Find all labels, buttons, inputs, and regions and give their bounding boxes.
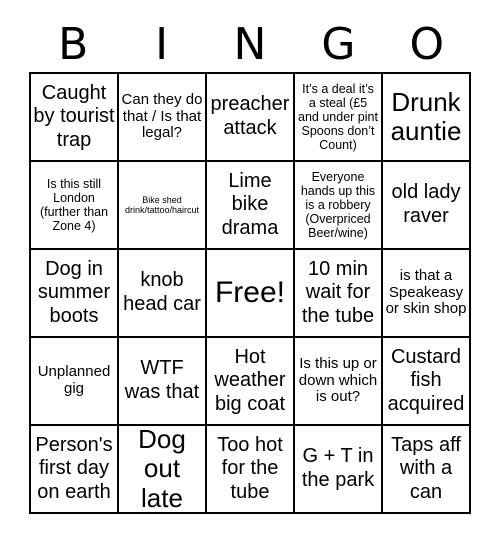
bingo-cell[interactable] bbox=[30, 161, 118, 249]
bingo-cell-text: Unplanned gig bbox=[37, 363, 111, 397]
bingo-cell-text: Drunk auntie bbox=[390, 86, 462, 146]
bingo-cell-text: Everyone hands up this is a robbery (Overpriced Beer/wine) bbox=[300, 170, 376, 240]
header-letter-n: N bbox=[233, 19, 267, 70]
bingo-cell-text: Person's first day on earth bbox=[35, 433, 113, 503]
header-letter-g: G bbox=[321, 19, 356, 70]
bingo-cell-text: Free! bbox=[214, 276, 286, 310]
bingo-cell[interactable] bbox=[118, 73, 206, 161]
bingo-cell-text: Lime bike drama bbox=[221, 169, 279, 239]
bingo-cell[interactable] bbox=[206, 161, 294, 249]
bingo-card-grid bbox=[29, 72, 471, 514]
bingo-cell-text: G + T in the park bbox=[301, 445, 375, 491]
bingo-cell-text: It’s a deal it’s a steal (£5 and under pint Spoons don’t Count) bbox=[298, 82, 378, 152]
bingo-cell-text: Dog in summer boots bbox=[37, 257, 111, 327]
bingo-cell[interactable] bbox=[30, 73, 118, 161]
bingo-cell[interactable] bbox=[294, 161, 382, 249]
header-letter-i: I bbox=[155, 19, 169, 70]
bingo-cell[interactable] bbox=[382, 249, 470, 337]
bingo-free-cell[interactable] bbox=[206, 249, 294, 337]
bingo-cell-text: WTF was that bbox=[124, 357, 200, 403]
bingo-cell[interactable] bbox=[118, 425, 206, 513]
bingo-cell[interactable] bbox=[382, 337, 470, 425]
bingo-header bbox=[29, 18, 471, 72]
bingo-cell-text: old lady raver bbox=[391, 181, 461, 227]
bingo-cell-text: is that a Speakeasy or skin shop bbox=[385, 266, 467, 318]
bingo-cell[interactable] bbox=[382, 425, 470, 513]
header-letter-o: O bbox=[409, 19, 445, 70]
bingo-cell[interactable] bbox=[294, 73, 382, 161]
bingo-cell[interactable] bbox=[294, 337, 382, 425]
bingo-cell-text: Is this up or down which is out? bbox=[298, 354, 378, 406]
bingo-cell-text: preacher attack bbox=[210, 93, 290, 139]
bingo-cell[interactable] bbox=[206, 337, 294, 425]
bingo-cell-text: Custard fish acquired bbox=[387, 345, 465, 415]
bingo-cell[interactable] bbox=[118, 161, 206, 249]
bingo-cell[interactable] bbox=[118, 249, 206, 337]
bingo-cell[interactable] bbox=[30, 425, 118, 513]
bingo-cell-text: Caught by tourist trap bbox=[33, 81, 115, 151]
header-letter-b: B bbox=[58, 19, 89, 70]
bingo-cell[interactable] bbox=[206, 73, 294, 161]
bingo-cell-text: Hot weather big coat bbox=[214, 345, 286, 415]
bingo-cell[interactable] bbox=[382, 73, 470, 161]
bingo-cell-text: Bike shed drink/tattoo/haircut bbox=[124, 194, 200, 215]
bingo-cell[interactable] bbox=[118, 337, 206, 425]
bingo-cell-text: Too hot for the tube bbox=[217, 433, 283, 503]
bingo-cell-text: Taps aff with a can bbox=[391, 433, 461, 503]
bingo-cell[interactable] bbox=[30, 337, 118, 425]
bingo-cell[interactable] bbox=[294, 425, 382, 513]
bingo-cell-text: knob head car bbox=[123, 269, 201, 315]
bingo-cell-text: Dog out late bbox=[138, 425, 186, 513]
bingo-cell-text: Can they do that / Is that legal? bbox=[121, 90, 203, 142]
bingo-cell[interactable] bbox=[30, 249, 118, 337]
bingo-cell[interactable] bbox=[382, 161, 470, 249]
bingo-cell[interactable] bbox=[294, 249, 382, 337]
bingo-cell-text: Is this still London (further than Zone 4) bbox=[39, 177, 109, 233]
bingo-cell[interactable] bbox=[206, 425, 294, 513]
bingo-cell-text: 10 min wait for the tube bbox=[301, 257, 375, 327]
